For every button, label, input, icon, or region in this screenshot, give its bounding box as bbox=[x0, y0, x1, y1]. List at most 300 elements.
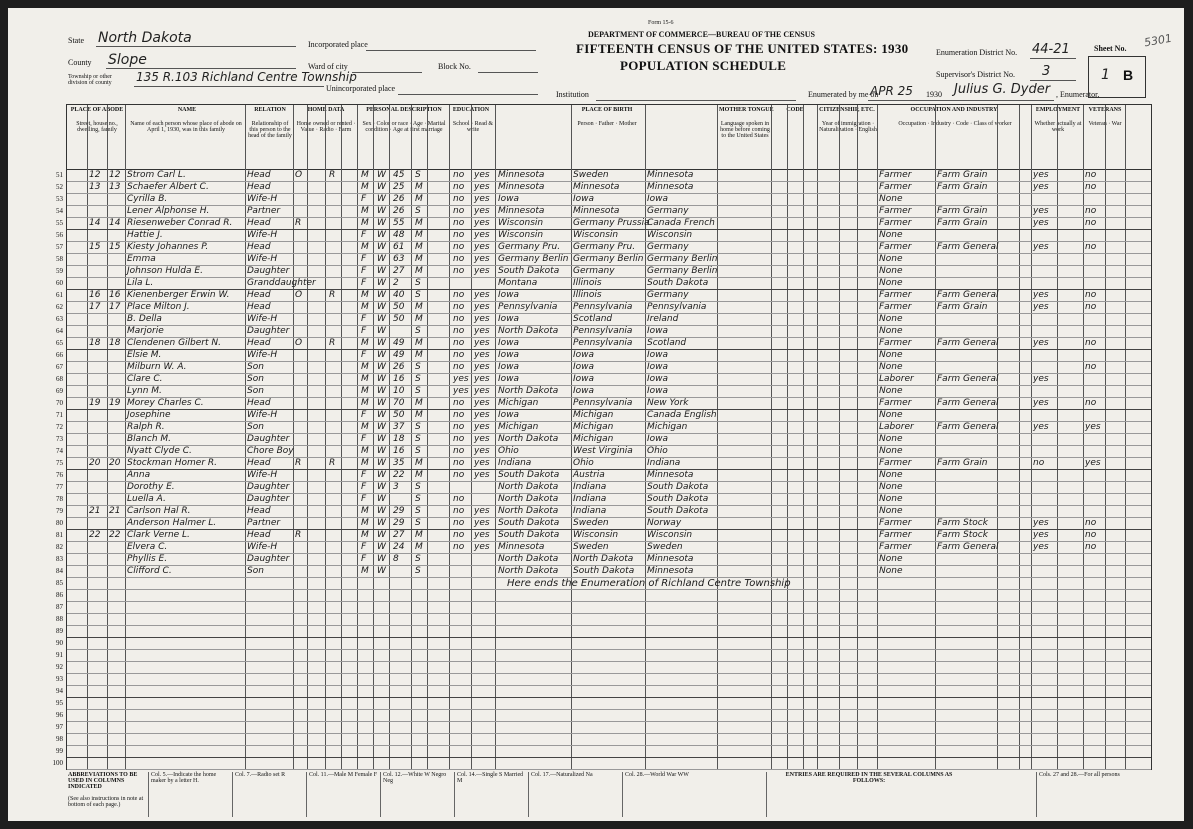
row-number: 60 bbox=[56, 279, 63, 287]
marital-cell: S bbox=[415, 518, 421, 528]
row-rule bbox=[67, 625, 1151, 626]
race-cell: W bbox=[377, 398, 386, 408]
name-cell: Strom Carl L. bbox=[127, 170, 186, 180]
family-cell: 12 bbox=[109, 170, 121, 180]
county-label: County bbox=[68, 58, 92, 67]
relation-cell: Son bbox=[247, 386, 264, 396]
owned-cell: O bbox=[295, 290, 303, 300]
relation-cell: Daughter bbox=[247, 554, 290, 564]
col-sub-citizenship: Year of immigration · Naturalization · English bbox=[819, 121, 877, 133]
school-cell: yes bbox=[453, 374, 469, 384]
mother-birthplace-cell: Wisconsin bbox=[647, 530, 693, 540]
name-cell: Lener Alphonse H. bbox=[127, 206, 210, 216]
family-cell: 21 bbox=[109, 506, 121, 516]
col-group-tongue: MOTHER TONGUE bbox=[719, 107, 774, 113]
footer-note-7: Col. 28.—World War WW bbox=[622, 772, 715, 817]
relation-cell: Daughter bbox=[247, 434, 290, 444]
entries-title: ENTRIES ARE REQUIRED IN THE SEVERAL COLUMNS AS FOLLOWS: bbox=[766, 772, 969, 817]
mother-birthplace-cell: Ireland bbox=[647, 314, 679, 324]
employment-cell: yes bbox=[1033, 170, 1049, 180]
relation-cell: Partner bbox=[247, 518, 281, 528]
row-number: 74 bbox=[56, 447, 63, 455]
school-cell: no bbox=[453, 230, 465, 240]
dwelling-cell: 17 bbox=[89, 302, 101, 312]
family-cell: 15 bbox=[109, 242, 121, 252]
race-cell: W bbox=[377, 410, 386, 420]
sex-cell: M bbox=[361, 506, 369, 516]
sex-cell: M bbox=[361, 362, 369, 372]
race-cell: W bbox=[377, 302, 386, 312]
row-number: 88 bbox=[56, 615, 63, 623]
school-cell: no bbox=[453, 218, 465, 228]
school-cell: no bbox=[453, 446, 465, 456]
school-cell: no bbox=[453, 266, 465, 276]
mother-birthplace-cell: Minnesota bbox=[647, 566, 694, 576]
veteran-cell: no bbox=[1085, 206, 1097, 216]
father-birthplace-cell: Pennsylvania bbox=[573, 398, 633, 408]
school-cell: no bbox=[453, 494, 465, 504]
father-birthplace-cell: Iowa bbox=[573, 350, 595, 360]
row-number: 71 bbox=[56, 411, 63, 419]
row-number: 85 bbox=[56, 579, 63, 587]
sex-cell: F bbox=[361, 230, 367, 240]
industry-cell: Farm Grain bbox=[937, 302, 988, 312]
block-label: Block No. bbox=[438, 62, 471, 71]
owned-cell: R bbox=[295, 458, 302, 468]
row-number: 77 bbox=[56, 483, 63, 491]
birthplace-cell: Iowa bbox=[498, 338, 520, 348]
marital-cell: M bbox=[415, 242, 423, 252]
age-cell: 27 bbox=[393, 266, 405, 276]
dwelling-cell: 13 bbox=[89, 182, 101, 192]
school-cell: no bbox=[453, 530, 465, 540]
veteran-cell: yes bbox=[1085, 422, 1101, 432]
industry-cell: Farm General bbox=[937, 338, 999, 348]
marital-cell: S bbox=[415, 170, 421, 180]
age-cell: 29 bbox=[393, 506, 405, 516]
row-number: 53 bbox=[56, 195, 63, 203]
read-write-cell: yes bbox=[474, 290, 490, 300]
row-rule bbox=[67, 457, 1151, 458]
row-rule bbox=[67, 601, 1151, 602]
name-cell: Elvera C. bbox=[127, 542, 168, 552]
birthplace-cell: Germany Berlin bbox=[498, 254, 569, 264]
birthplace-cell: Ohio bbox=[498, 446, 519, 456]
footer bbox=[66, 772, 1150, 817]
marital-cell: M bbox=[415, 182, 423, 192]
industry-cell: Farm Stock bbox=[937, 518, 988, 528]
footer-note-2: Col. 7.—Radio set R bbox=[232, 772, 305, 817]
sex-cell: F bbox=[361, 410, 367, 420]
sheet-side: B bbox=[1123, 67, 1134, 83]
read-write-cell: yes bbox=[474, 326, 490, 336]
footer-note-6: Col. 17.—Naturalized Na bbox=[528, 772, 621, 817]
mother-birthplace-cell: Minnesota bbox=[647, 170, 694, 180]
row-rule bbox=[67, 685, 1151, 686]
mother-birthplace-cell: Wisconsin bbox=[647, 230, 693, 240]
employment-cell: yes bbox=[1033, 542, 1049, 552]
birthplace-cell: South Dakota bbox=[498, 470, 560, 480]
enumerated-label: Enumerated by me on bbox=[808, 90, 879, 99]
supervisor-label: Supervisor's District No. bbox=[936, 70, 1015, 79]
mother-birthplace-cell: New York bbox=[647, 398, 689, 408]
veteran-cell: no bbox=[1085, 338, 1097, 348]
col-sub-birth: Person · Father · Mother bbox=[577, 121, 637, 127]
age-cell: 16 bbox=[393, 446, 405, 456]
col-sub-employment: Whether actually at work bbox=[1034, 121, 1082, 133]
name-cell: B. Della bbox=[127, 314, 162, 324]
sex-cell: M bbox=[361, 422, 369, 432]
dwelling-cell: 18 bbox=[89, 338, 101, 348]
marital-cell: S bbox=[415, 482, 421, 492]
school-cell: no bbox=[453, 338, 465, 348]
veteran-cell: no bbox=[1085, 290, 1097, 300]
relation-cell: Granddaughter bbox=[247, 278, 316, 288]
father-birthplace-cell: Indiana bbox=[573, 494, 607, 504]
father-birthplace-cell: Pennsylvania bbox=[573, 338, 633, 348]
owned-cell: O bbox=[295, 338, 303, 348]
marital-cell: M bbox=[415, 302, 423, 312]
row-rule bbox=[67, 637, 1151, 638]
industry-cell: Farm Stock bbox=[937, 530, 988, 540]
department-line: DEPARTMENT OF COMMERCE—BUREAU OF THE CENSUS bbox=[588, 30, 815, 39]
mother-birthplace-cell: Iowa bbox=[647, 350, 669, 360]
race-cell: W bbox=[377, 242, 386, 252]
birthplace-cell: Montana bbox=[498, 278, 538, 288]
col-group-personal: PERSONAL DESCRIPTION bbox=[366, 107, 442, 113]
row-number: 91 bbox=[56, 651, 63, 659]
incorporated-label: Incorporated place bbox=[308, 40, 368, 49]
mother-birthplace-cell: Ohio bbox=[647, 446, 668, 456]
footer-note-3: Col. 11.—Male M Female F bbox=[306, 772, 379, 817]
race-cell: W bbox=[377, 170, 386, 180]
name-cell: Riesenweber Conrad R. bbox=[127, 218, 233, 228]
row-number: 82 bbox=[56, 543, 63, 551]
row-number: 95 bbox=[56, 699, 63, 707]
row-number: 68 bbox=[56, 375, 63, 383]
row-rule bbox=[67, 493, 1151, 494]
col-group-citizenship: CITIZENSHIP, ETC. bbox=[819, 107, 875, 113]
employment-cell: yes bbox=[1033, 290, 1049, 300]
school-cell: no bbox=[453, 170, 465, 180]
sex-cell: M bbox=[361, 206, 369, 216]
row-rule bbox=[67, 613, 1151, 614]
age-cell: 35 bbox=[393, 458, 405, 468]
school-cell: no bbox=[453, 290, 465, 300]
father-birthplace-cell: Germany Pru. bbox=[573, 242, 636, 252]
marital-cell: S bbox=[415, 278, 421, 288]
occupation-cell: Farmer bbox=[879, 518, 912, 528]
birthplace-cell: Iowa bbox=[498, 290, 520, 300]
col-sub-home: Home owned or rented · Value · Radio · Farm bbox=[296, 121, 356, 133]
enumerator-name: Julius G. Dyder bbox=[954, 82, 1051, 97]
row-rule bbox=[67, 649, 1151, 650]
relation-cell: Head bbox=[247, 338, 271, 348]
col-sub-personal: Sex · Color or race · Age · Marital condition · Age at first marriage bbox=[362, 121, 446, 133]
read-write-cell: yes bbox=[474, 362, 490, 372]
age-cell: 63 bbox=[393, 254, 405, 264]
age-cell: 22 bbox=[393, 470, 405, 480]
name-cell: Blanch M. bbox=[127, 434, 172, 444]
race-cell: W bbox=[377, 506, 386, 516]
race-cell: W bbox=[377, 470, 386, 480]
relation-cell: Wife-H bbox=[247, 542, 278, 552]
mother-birthplace-cell: Michigan bbox=[647, 422, 688, 432]
industry-cell: Farm Grain bbox=[937, 458, 988, 468]
sex-cell: M bbox=[361, 242, 369, 252]
race-cell: W bbox=[377, 194, 386, 204]
enumerated-year: 1930 bbox=[926, 90, 942, 99]
row-rule bbox=[67, 745, 1151, 746]
marital-cell: S bbox=[415, 290, 421, 300]
read-write-cell: yes bbox=[474, 242, 490, 252]
relation-cell: Head bbox=[247, 530, 271, 540]
col-sub-abode: Street, house no., dwelling, family bbox=[76, 121, 118, 133]
col-group-occupation: OCCUPATION AND INDUSTRY bbox=[910, 107, 998, 113]
row-number: 80 bbox=[56, 519, 63, 527]
marital-cell: M bbox=[415, 350, 423, 360]
father-birthplace-cell: Ohio bbox=[573, 458, 594, 468]
relation-cell: Son bbox=[247, 422, 264, 432]
age-cell: 3 bbox=[393, 482, 399, 492]
mother-birthplace-cell: Germany Berlin bbox=[647, 266, 718, 276]
race-cell: W bbox=[377, 206, 386, 216]
sheet-label: Sheet No. bbox=[1094, 44, 1127, 53]
mother-birthplace-cell: Iowa bbox=[647, 434, 669, 444]
name-cell: Kienenberger Erwin W. bbox=[127, 290, 230, 300]
school-cell: no bbox=[453, 470, 465, 480]
veteran-cell: no bbox=[1085, 218, 1097, 228]
owned-cell: R bbox=[295, 530, 302, 540]
father-birthplace-cell: Michigan bbox=[573, 410, 614, 420]
marital-cell: S bbox=[415, 362, 421, 372]
row-number: 54 bbox=[56, 207, 63, 215]
race-cell: W bbox=[377, 266, 386, 276]
name-cell: Lynn M. bbox=[127, 386, 162, 396]
school-cell: no bbox=[453, 506, 465, 516]
footer-note-1: Col. 5.—Indicate the home maker by a letter H. bbox=[148, 772, 231, 817]
row-number: 81 bbox=[56, 531, 63, 539]
birthplace-cell: North Dakota bbox=[498, 326, 559, 336]
read-write-cell: yes bbox=[474, 458, 490, 468]
school-cell: yes bbox=[453, 386, 469, 396]
sheet-number: 1 bbox=[1101, 67, 1110, 83]
relation-cell: Son bbox=[247, 566, 264, 576]
name-cell: Lila L. bbox=[127, 278, 154, 288]
birthplace-cell: Pennsylvania bbox=[498, 302, 558, 312]
mother-birthplace-cell: Iowa bbox=[647, 194, 669, 204]
race-cell: W bbox=[377, 182, 386, 192]
name-cell: Anna bbox=[127, 470, 151, 480]
family-cell: 19 bbox=[109, 398, 121, 408]
name-cell: Morey Charles C. bbox=[127, 398, 204, 408]
father-birthplace-cell: Germany bbox=[573, 266, 615, 276]
sex-cell: F bbox=[361, 350, 367, 360]
relation-cell: Head bbox=[247, 182, 271, 192]
employment-cell: no bbox=[1033, 458, 1045, 468]
mother-birthplace-cell: Minnesota bbox=[647, 182, 694, 192]
marital-cell: M bbox=[415, 470, 423, 480]
mother-birthplace-cell: Iowa bbox=[647, 386, 669, 396]
birthplace-cell: South Dakota bbox=[498, 530, 560, 540]
sex-cell: F bbox=[361, 554, 367, 564]
occupation-cell: None bbox=[879, 350, 903, 360]
sex-cell: F bbox=[361, 254, 367, 264]
col-group-relation: RELATION bbox=[254, 107, 286, 113]
row-number: 63 bbox=[56, 315, 63, 323]
name-cell: Kiesty Johannes P. bbox=[127, 242, 209, 252]
mother-birthplace-cell: Canada English bbox=[647, 410, 717, 420]
row-number: 79 bbox=[56, 507, 63, 515]
row-rule bbox=[67, 505, 1151, 506]
father-birthplace-cell: Illinois bbox=[573, 278, 602, 288]
unincorporated-label: Unincorporated place bbox=[326, 84, 396, 93]
birthplace-cell: North Dakota bbox=[498, 506, 559, 516]
name-cell: Milburn W. A. bbox=[127, 362, 187, 372]
row-number: 58 bbox=[56, 255, 63, 263]
birthplace-cell: South Dakota bbox=[498, 518, 560, 528]
read-write-cell: yes bbox=[474, 206, 490, 216]
veteran-cell: no bbox=[1085, 398, 1097, 408]
marital-cell: M bbox=[415, 218, 423, 228]
state-label: State bbox=[68, 36, 84, 45]
race-cell: W bbox=[377, 566, 386, 576]
sex-cell: M bbox=[361, 518, 369, 528]
occupation-cell: Laborer bbox=[879, 374, 914, 384]
name-cell: Ralph R. bbox=[127, 422, 165, 432]
school-cell: no bbox=[453, 422, 465, 432]
row-rule bbox=[67, 721, 1151, 722]
sex-cell: M bbox=[361, 386, 369, 396]
sex-cell: M bbox=[361, 182, 369, 192]
marital-cell: S bbox=[415, 206, 421, 216]
birthplace-cell: Wisconsin bbox=[498, 218, 544, 228]
birthplace-cell: North Dakota bbox=[498, 482, 559, 492]
mother-birthplace-cell: South Dakota bbox=[647, 506, 709, 516]
supervisor-district: 3 bbox=[1042, 64, 1051, 79]
sex-cell: M bbox=[361, 566, 369, 576]
relation-cell: Head bbox=[247, 458, 271, 468]
school-cell: no bbox=[453, 398, 465, 408]
census-title: FIFTEENTH CENSUS OF THE UNITED STATES: 1930 bbox=[576, 41, 909, 56]
footer-note-8: Cols. 27 and 28.—For all persons bbox=[1036, 772, 1149, 817]
closing-note: Here ends the Enumeration of Richland Centre Township bbox=[507, 578, 791, 589]
race-cell: W bbox=[377, 518, 386, 528]
owned-cell: O bbox=[295, 170, 303, 180]
birthplace-cell: Iowa bbox=[498, 314, 520, 324]
relation-cell: Daughter bbox=[247, 326, 290, 336]
birthplace-cell: Minnesota bbox=[498, 170, 545, 180]
occupation-cell: None bbox=[879, 446, 903, 456]
read-write-cell: yes bbox=[474, 518, 490, 528]
name-cell: Carlson Hal R. bbox=[127, 506, 191, 516]
marital-cell: S bbox=[415, 434, 421, 444]
sex-cell: F bbox=[361, 482, 367, 492]
name-cell: Emma bbox=[127, 254, 156, 264]
township-value: 135 R.103 Richland Centre Township bbox=[136, 70, 357, 84]
father-birthplace-cell: Iowa bbox=[573, 374, 595, 384]
father-birthplace-cell: Minnesota bbox=[573, 206, 620, 216]
row-rule bbox=[67, 733, 1151, 734]
birthplace-cell: Minnesota bbox=[498, 542, 545, 552]
col-sub-veterans: Veteran · War bbox=[1088, 121, 1122, 127]
enumeration-label: Enumeration District No. bbox=[936, 48, 1018, 57]
mother-birthplace-cell: Norway bbox=[647, 518, 682, 528]
row-number: 76 bbox=[56, 471, 63, 479]
occupation-cell: None bbox=[879, 470, 903, 480]
school-cell: no bbox=[453, 362, 465, 372]
name-cell: Clendenen Gilbert N. bbox=[127, 338, 221, 348]
schedule-title: POPULATION SCHEDULE bbox=[620, 58, 787, 73]
row-rule bbox=[67, 697, 1151, 698]
col-group-birth: PLACE OF BIRTH bbox=[581, 107, 633, 113]
occupation-cell: None bbox=[879, 278, 903, 288]
marital-cell: M bbox=[415, 254, 423, 264]
relation-cell: Head bbox=[247, 242, 271, 252]
age-cell: 26 bbox=[393, 206, 405, 216]
state-value: North Dakota bbox=[98, 30, 192, 46]
row-number: 51 bbox=[56, 171, 63, 179]
veteran-cell: no bbox=[1085, 170, 1097, 180]
birthplace-cell: Michigan bbox=[498, 398, 539, 408]
sex-cell: F bbox=[361, 434, 367, 444]
race-cell: W bbox=[377, 554, 386, 564]
race-cell: W bbox=[377, 326, 386, 336]
family-cell: 16 bbox=[109, 290, 121, 300]
name-cell: Johnson Hulda E. bbox=[127, 266, 203, 276]
age-cell: 55 bbox=[393, 218, 405, 228]
age-cell: 8 bbox=[393, 554, 399, 564]
relation-cell: Head bbox=[247, 170, 271, 180]
row-number: 52 bbox=[56, 183, 63, 191]
marital-cell: S bbox=[415, 374, 421, 384]
father-birthplace-cell: Wisconsin bbox=[573, 230, 619, 240]
birthplace-cell: Iowa bbox=[498, 410, 520, 420]
school-cell: no bbox=[453, 434, 465, 444]
dwelling-cell: 21 bbox=[89, 506, 101, 516]
read-write-cell: yes bbox=[474, 542, 490, 552]
row-number: 99 bbox=[56, 747, 63, 755]
race-cell: W bbox=[377, 446, 386, 456]
veteran-cell: no bbox=[1085, 182, 1097, 192]
age-cell: 61 bbox=[393, 242, 405, 252]
relation-cell: Daughter bbox=[247, 494, 290, 504]
row-number: 67 bbox=[56, 363, 63, 371]
row-number: 93 bbox=[56, 675, 63, 683]
footer-note-4: Col. 12.—White W Negro Neg bbox=[380, 772, 453, 817]
row-rule bbox=[67, 709, 1151, 710]
read-write-cell: yes bbox=[474, 230, 490, 240]
father-birthplace-cell: Germany Prussia bbox=[573, 218, 650, 228]
sex-cell: F bbox=[361, 194, 367, 204]
school-cell: no bbox=[453, 242, 465, 252]
age-cell: 16 bbox=[393, 374, 405, 384]
relation-cell: Wife-H bbox=[247, 314, 278, 324]
age-cell: 70 bbox=[393, 398, 405, 408]
name-cell: Cyrilla B. bbox=[127, 194, 168, 204]
name-cell: Luella A. bbox=[127, 494, 166, 504]
marital-cell: M bbox=[415, 314, 423, 324]
birthplace-cell: Wisconsin bbox=[498, 230, 544, 240]
birthplace-cell: Indiana bbox=[498, 458, 532, 468]
relation-cell: Head bbox=[247, 290, 271, 300]
occupation-cell: None bbox=[879, 386, 903, 396]
father-birthplace-cell: Sweden bbox=[573, 518, 609, 528]
occupation-cell: None bbox=[879, 566, 903, 576]
footer-note-5: Col. 14.—Single S Married M bbox=[454, 772, 527, 817]
race-cell: W bbox=[377, 542, 386, 552]
sex-cell: M bbox=[361, 290, 369, 300]
